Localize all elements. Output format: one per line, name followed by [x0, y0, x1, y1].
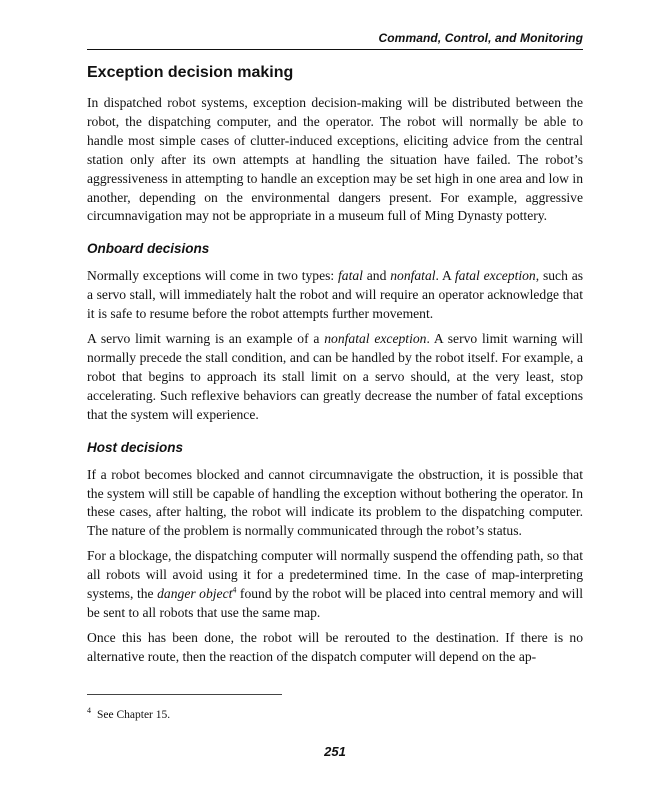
- text-run: . A servo limit warning will normally precede the stall condition, and can be handled by the robot itself. For example, a robot that begins to approach its stall limit on a servo should, at the very least, stop accelerating. Such reflexive behaviors can greatly decrease the number of fatal exceptions that the system will experience.: [87, 331, 583, 422]
- footnote: [87, 704, 170, 722]
- book-page: [87, 0, 583, 800]
- header-rule: [87, 49, 583, 50]
- emphasis-nonfatal: nonfatal: [390, 268, 436, 284]
- emphasis-fatal-exception: fatal exception: [454, 268, 536, 284]
- emphasis-fatal: fatal: [338, 268, 363, 284]
- onboard-paragraph-2: [87, 330, 583, 425]
- host-paragraph-1: If a robot becomes blocked and cannot circumnavigate the obstruction, it is possible that the system will still be capable of handling the exception without bothering the operator. In these cases, after halting, the robot will indicate its problem to the dispatching computer. The nature of the problem is normally communicated through the robot’s status.: [87, 466, 583, 539]
- section-heading: Exception decision making: [87, 64, 294, 81]
- text-run: found by the robot will be placed into central memory and will be sent to all robots that use the same map.: [87, 586, 584, 620]
- host-paragraph-2: [87, 547, 583, 623]
- onboard-heading: Onboard decisions: [87, 241, 210, 257]
- page-number: 251: [324, 744, 346, 759]
- page-body: [87, 62, 583, 673]
- text-run: . A: [435, 268, 455, 284]
- text-run: , such as a servo stall, will immediately halt the robot and will require an operator acknowledge that it is safe to resume before the robot attempts further movement.: [87, 268, 584, 322]
- onboard-paragraph-1: [87, 267, 583, 324]
- text-run: Normally exceptions will come in two types:: [87, 268, 338, 284]
- emphasis-nonfatal-exception: nonfatal exception: [324, 331, 427, 347]
- footnote-mark: 4: [87, 706, 91, 715]
- running-head: Command, Control, and Monitoring: [378, 31, 583, 45]
- text-run: A servo limit warning is an example of a: [87, 331, 325, 347]
- host-heading: Host decisions: [87, 439, 184, 455]
- text-run: and: [362, 268, 391, 284]
- footnote-rule: [87, 694, 282, 695]
- emphasis-danger-object: danger object: [157, 586, 233, 602]
- host-paragraph-3: Once this has been done, the robot will be rerouted to the destination. If there is no alternative route, then the reaction of the dispatch computer will depend on the ap-: [87, 629, 583, 664]
- intro-paragraph: In dispatched robot systems, exception decision-making will be distributed between the robot, the dispatching computer, and the operator. The robot will normally be able to handle most simple cases of clutter-induced exceptions, eliciting advice from the central station only after its own attempts at handling the situation have failed. The robot’s aggressiveness in attempting to handle an exception may be set high in one area and low in another, depending on the environmental dangers present. For example, aggressive circumnavigation may not be appropriate in a museum full of Ming Dynasty pottery.: [87, 95, 583, 224]
- footnote-reference[interactable]: 4: [232, 585, 237, 595]
- text-run: For a blockage, the dispatching computer will normally suspend the offending path, so that all robots will avoid using it for a predetermined time. In the case of map-interpreting systems, the: [87, 548, 583, 602]
- footnote-text: See Chapter 15.: [97, 708, 171, 721]
